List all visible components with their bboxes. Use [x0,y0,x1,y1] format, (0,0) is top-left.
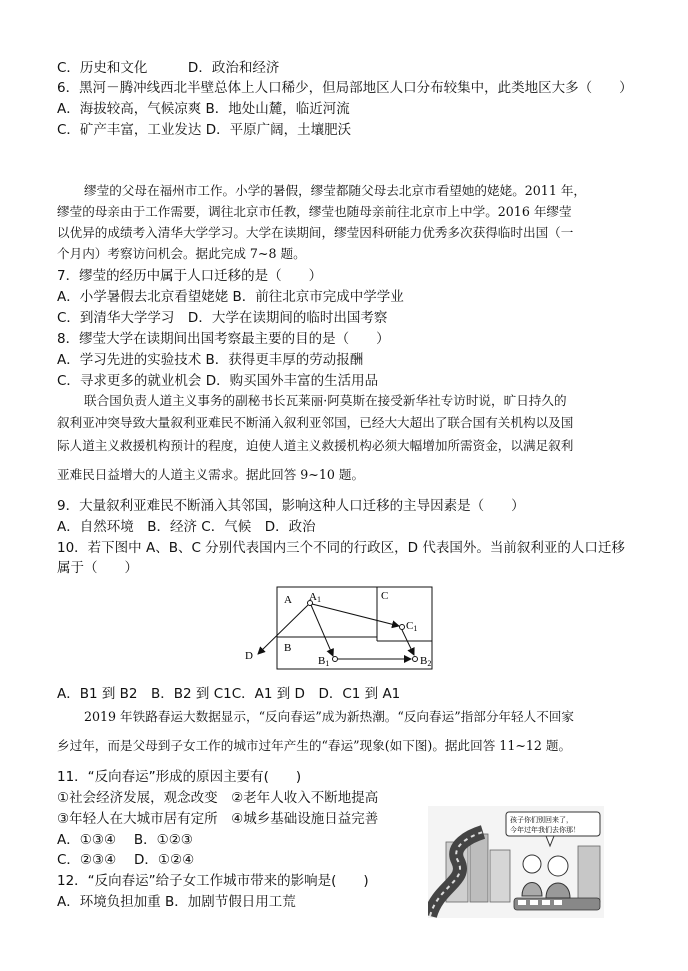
q6-options-ab: A．海拔较高，气候凉爽 B．地处山麓，临近河流 [57,101,350,117]
label-b: B [284,642,292,654]
passage-line: 2019 年铁路春运大数据显示，“反向春运”成为新热潮。“反向春运”指部分年轻人不回家 [84,709,574,724]
arrow-a1-c1 [312,604,399,626]
q10-stem-cont: 属于（ ） [57,560,138,576]
q11-statements-12: ①社会经济发展，观念改变 ②老年人收入不断地提高 [57,790,379,806]
q12-options-ab: A．环境负担加重 B．加剧节假日用工荒 [57,894,296,910]
q8-options-cd: C．寻求更多的就业机会 D．购买国外丰富的生活用品 [57,373,379,389]
passage-line: 际人道主义救援机构预计的程度，迫使人道主义救援机构必须大幅增加所需资金，以满足叙利 [57,438,574,453]
q11-statements-34: ③年轻人在大城市居有定所 ④城乡基础设施日益完善 [57,811,379,827]
q5-options-cd: C．历史和文化 D．政治和经济 [57,60,280,76]
label-d: D [245,650,253,662]
label-a1: A1 [309,591,321,604]
bubble-line-1: 孩子你们别回来了， [510,816,573,824]
q7-options-cd: C．到清华大学学习 D．大学在读期间的临时出国考察 [57,310,388,326]
q11-options-cd: C．②③④ D．①②④ [57,852,195,868]
q7-stem: 7．缪莹的经历中属于人口迁移的是（ ） [57,268,323,284]
q9-stem: 9．大量叙利亚难民不断涌入其邻国，影响这种人口迁移的主导因素是（ ） [57,498,525,514]
point-b1 [333,657,338,662]
q6-options-cd: C．矿产丰富，工业发达 D．平原广阔，土壤肥沃 [57,122,352,138]
label-b1: B1 [318,655,330,668]
bubble-line-2: 今年过年我们去你那！ [510,826,580,834]
passage-line: 叙利亚冲突导致大量叙利亚难民不断涌入叙利亚邻国，已经大大超出了联合国有关机构以及国 [57,415,574,430]
arrow-c1-b2 [402,630,414,655]
point-b2 [413,657,418,662]
passage-line: 个月内）考察访问机会。据此完成 7~8 题。 [57,246,306,261]
arrow-a1-b1 [311,605,333,656]
arrow-a1-d [258,605,308,654]
q8-options-ab: A．学习先进的实验技术 B．获得更丰厚的劳动报酬 [57,352,364,368]
label-c: C [381,590,389,602]
q11-stem: 11．“反向春运”形成的原因主要有( ) [57,769,302,785]
q12-stem: 12．“反向春运”给子女工作城市带来的影响是( ) [57,873,369,889]
q9-options: A．自然环境 B．经济 C．气候 D．政治 [57,519,316,535]
q10-stem: 10．若下图中 A、B、C 分别代表国内三个不同的行政区，D 代表国外。当前叙利亚的人口迁移 [57,540,625,556]
q6-stem: 6．黑河－腾冲线西北半壁总体上人口稀少，但局部地区人口分布较集中，此类地区大多（ ） [57,80,633,96]
q8-stem: 8．缪莹大学在读期间出国考察最主要的目的是（ ） [57,331,390,347]
q11-options-ab: A．①③④ B．①②③ [57,832,193,848]
passage-line: 缪莹的父母在福州市工作。小学的暑假，缪莹都随父母去北京市看望她的姥姥。2011 年， [84,183,587,198]
passage-line: 以优异的成绩考入清华大学学习。大学在读期间，缪莹因科研能力优秀多次获得临时出国（一 [57,225,574,240]
q7-options-ab: A．小学暑假去北京看望姥姥 B．前往北京市完成中学学业 [57,289,404,305]
passage-line: 缪莹的母亲由于工作需要，调往北京市任教，缪莹也随母亲前往北京市上中学。2016 年缪莹 [57,204,572,219]
point-c1 [400,625,405,630]
passage-line: 亚难民日益增大的人道主义需求。据此回答 9~10 题。 [57,467,365,482]
label-c1: C1 [406,620,418,633]
passage-line: 联合国负责人道主义事务的副秘书长瓦莱丽·阿莫斯在接受新华社专访时说，旷日持久的 [84,393,567,408]
migration-diagram [240,584,440,674]
label-a: A [284,594,292,606]
label-b2: B2 [420,655,432,668]
cartoon-illustration [428,806,604,918]
q10-options: A．B1 到 B2 B．B2 到 C1C．A1 到 D D．C1 到 A1 [57,686,401,702]
passage-line: 乡过年，而是父母到子女工作的城市过年产生的“春运”现象(如下图)。据此回答 11~12 题。 [57,738,572,753]
reverse-spring-travel-cartoon [428,806,604,918]
